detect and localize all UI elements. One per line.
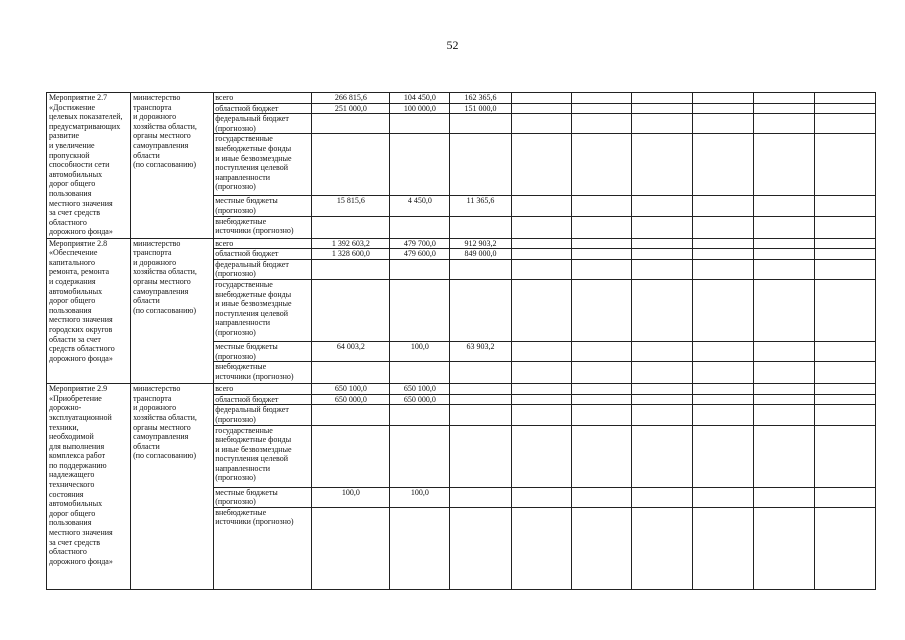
amount-total bbox=[312, 362, 390, 384]
amount-year-2 bbox=[450, 134, 511, 196]
empty-cell bbox=[571, 362, 631, 384]
empty-cell bbox=[631, 341, 692, 361]
empty-cell bbox=[753, 114, 814, 134]
empty-cell bbox=[631, 249, 692, 260]
empty-cell bbox=[814, 216, 875, 238]
amount-year-2: 912 903,2 bbox=[450, 238, 511, 249]
empty-cell bbox=[511, 394, 571, 405]
empty-cell bbox=[631, 134, 692, 196]
empty-cell bbox=[692, 216, 753, 238]
empty-cell bbox=[814, 114, 875, 134]
measure-title: Мероприятие 2.8 «Обеспечение капитального ремонта, ремонта и содержания автомобильных дорог общего пользования местного значения городских округов области за счет средств областного дорожного фонда» bbox=[47, 238, 131, 384]
funding-source: областной бюджет bbox=[214, 103, 312, 114]
amount-year-1 bbox=[390, 259, 450, 279]
empty-cell bbox=[692, 249, 753, 260]
empty-cell bbox=[692, 425, 753, 487]
amount-year-2 bbox=[450, 259, 511, 279]
amount-year-1: 479 600,0 bbox=[390, 249, 450, 260]
empty-cell bbox=[631, 279, 692, 341]
funding-source: местные бюджеты (прогнозно) bbox=[214, 341, 312, 361]
amount-year-2 bbox=[450, 216, 511, 238]
measure-title: Мероприятие 2.7 «Достижение целевых показателей, предусматривающих развитие и увеличение пропускной способности сети автомобильных дорог общего пользования местного значения за счет средств областного дорожного фонда» bbox=[47, 93, 131, 239]
amount-total bbox=[312, 405, 390, 425]
empty-cell bbox=[692, 507, 753, 589]
empty-cell bbox=[753, 394, 814, 405]
empty-cell bbox=[571, 279, 631, 341]
empty-cell bbox=[692, 238, 753, 249]
funding-source: всего bbox=[214, 238, 312, 249]
empty-cell bbox=[571, 259, 631, 279]
empty-cell bbox=[511, 487, 571, 507]
empty-cell bbox=[571, 405, 631, 425]
table-row bbox=[47, 238, 876, 249]
empty-cell bbox=[511, 259, 571, 279]
empty-cell bbox=[631, 114, 692, 134]
empty-cell bbox=[814, 507, 875, 589]
amount-year-1: 4 450,0 bbox=[390, 196, 450, 216]
empty-cell bbox=[571, 487, 631, 507]
empty-cell bbox=[571, 507, 631, 589]
empty-cell bbox=[571, 238, 631, 249]
funding-source: всего bbox=[214, 93, 312, 104]
empty-cell bbox=[692, 103, 753, 114]
amount-year-2 bbox=[450, 279, 511, 341]
empty-cell bbox=[692, 279, 753, 341]
empty-cell bbox=[814, 249, 875, 260]
empty-cell bbox=[571, 394, 631, 405]
amount-year-2 bbox=[450, 394, 511, 405]
empty-cell bbox=[753, 103, 814, 114]
empty-cell bbox=[814, 405, 875, 425]
amount-total: 266 815,6 bbox=[312, 93, 390, 104]
measure-executor: министерство транспорта и дорожного хозяйства области, органы местного самоуправления области (по согласованию) bbox=[131, 238, 214, 384]
amount-year-1 bbox=[390, 114, 450, 134]
empty-cell bbox=[511, 425, 571, 487]
empty-cell bbox=[571, 103, 631, 114]
empty-cell bbox=[631, 216, 692, 238]
funding-source: государственные внебюджетные фонды и иные безвозмездные поступления целевой направленности (прогнозно) bbox=[214, 279, 312, 341]
empty-cell bbox=[571, 93, 631, 104]
amount-total bbox=[312, 134, 390, 196]
empty-cell bbox=[571, 384, 631, 395]
amount-total bbox=[312, 279, 390, 341]
empty-cell bbox=[753, 196, 814, 216]
empty-cell bbox=[753, 507, 814, 589]
amount-total: 1 328 600,0 bbox=[312, 249, 390, 260]
empty-cell bbox=[814, 238, 875, 249]
empty-cell bbox=[571, 216, 631, 238]
empty-cell bbox=[814, 341, 875, 361]
empty-cell bbox=[631, 259, 692, 279]
amount-year-2: 63 903,2 bbox=[450, 341, 511, 361]
amount-year-1: 100,0 bbox=[390, 341, 450, 361]
empty-cell bbox=[631, 405, 692, 425]
empty-cell bbox=[753, 249, 814, 260]
empty-cell bbox=[511, 384, 571, 395]
amount-year-1 bbox=[390, 362, 450, 384]
empty-cell bbox=[692, 114, 753, 134]
amount-year-1: 100 000,0 bbox=[390, 103, 450, 114]
amount-year-2 bbox=[450, 425, 511, 487]
empty-cell bbox=[692, 384, 753, 395]
empty-cell bbox=[511, 507, 571, 589]
amount-total bbox=[312, 259, 390, 279]
funding-source: областной бюджет bbox=[214, 394, 312, 405]
empty-cell bbox=[571, 249, 631, 260]
empty-cell bbox=[631, 103, 692, 114]
empty-cell bbox=[814, 103, 875, 114]
empty-cell bbox=[753, 425, 814, 487]
amount-year-2 bbox=[450, 487, 511, 507]
funding-source: местные бюджеты (прогнозно) bbox=[214, 487, 312, 507]
empty-cell bbox=[631, 196, 692, 216]
empty-cell bbox=[753, 362, 814, 384]
empty-cell bbox=[571, 196, 631, 216]
amount-year-2 bbox=[450, 362, 511, 384]
funding-source: всего bbox=[214, 384, 312, 395]
empty-cell bbox=[814, 259, 875, 279]
amount-year-1: 479 700,0 bbox=[390, 238, 450, 249]
measure-executor: министерство транспорта и дорожного хозяйства области, органы местного самоуправления области (по согласованию) bbox=[131, 384, 214, 590]
empty-cell bbox=[692, 341, 753, 361]
funding-source: федеральный бюджет (прогнозно) bbox=[214, 405, 312, 425]
amount-total bbox=[312, 507, 390, 589]
budget-table bbox=[46, 92, 876, 590]
amount-year-2 bbox=[450, 114, 511, 134]
amount-year-1 bbox=[390, 134, 450, 196]
empty-cell bbox=[814, 384, 875, 395]
empty-cell bbox=[753, 259, 814, 279]
empty-cell bbox=[753, 238, 814, 249]
empty-cell bbox=[571, 425, 631, 487]
table-row bbox=[47, 384, 876, 395]
empty-cell bbox=[571, 114, 631, 134]
empty-cell bbox=[571, 341, 631, 361]
empty-cell bbox=[753, 93, 814, 104]
empty-cell bbox=[692, 196, 753, 216]
empty-cell bbox=[753, 487, 814, 507]
empty-cell bbox=[753, 134, 814, 196]
amount-year-1: 650 000,0 bbox=[390, 394, 450, 405]
empty-cell bbox=[692, 93, 753, 104]
budget-table-body bbox=[47, 93, 876, 590]
amount-total bbox=[312, 216, 390, 238]
empty-cell bbox=[753, 384, 814, 395]
empty-cell bbox=[814, 93, 875, 104]
amount-year-1: 104 450,0 bbox=[390, 93, 450, 104]
funding-source: внебюджетные источники (прогнозно) bbox=[214, 507, 312, 589]
empty-cell bbox=[753, 405, 814, 425]
amount-total: 64 003,2 bbox=[312, 341, 390, 361]
empty-cell bbox=[753, 341, 814, 361]
empty-cell bbox=[631, 425, 692, 487]
empty-cell bbox=[814, 394, 875, 405]
empty-cell bbox=[814, 279, 875, 341]
empty-cell bbox=[511, 279, 571, 341]
funding-source: государственные внебюджетные фонды и иные безвозмездные поступления целевой направленности (прогнозно) bbox=[214, 134, 312, 196]
empty-cell bbox=[814, 362, 875, 384]
amount-total: 100,0 bbox=[312, 487, 390, 507]
amount-total: 1 392 603,2 bbox=[312, 238, 390, 249]
empty-cell bbox=[571, 134, 631, 196]
amount-year-1 bbox=[390, 507, 450, 589]
funding-source: федеральный бюджет (прогнозно) bbox=[214, 114, 312, 134]
measure-title: Мероприятие 2.9 «Приобретение дорожно- эксплуатационной техники, необходимой для выполнения комплекса работ по поддержанию надлежащего технического состояния автомобильных дорог общего пользования местного значения за счет средств областного дорожного фонда» bbox=[47, 384, 131, 590]
amount-year-2: 849 000,0 bbox=[450, 249, 511, 260]
amount-total bbox=[312, 425, 390, 487]
amount-year-2 bbox=[450, 405, 511, 425]
amount-total bbox=[312, 114, 390, 134]
page-number: 52 bbox=[446, 38, 459, 52]
funding-source: государственные внебюджетные фонды и иные безвозмездные поступления целевой направленности (прогнозно) bbox=[214, 425, 312, 487]
table-row bbox=[47, 93, 876, 104]
empty-cell bbox=[692, 487, 753, 507]
empty-cell bbox=[511, 103, 571, 114]
empty-cell bbox=[511, 249, 571, 260]
empty-cell bbox=[814, 196, 875, 216]
empty-cell bbox=[814, 487, 875, 507]
funding-source: внебюджетные источники (прогнозно) bbox=[214, 362, 312, 384]
empty-cell bbox=[631, 394, 692, 405]
amount-year-2: 151 000,0 bbox=[450, 103, 511, 114]
empty-cell bbox=[692, 134, 753, 196]
funding-source: местные бюджеты (прогнозно) bbox=[214, 196, 312, 216]
amount-year-1 bbox=[390, 216, 450, 238]
empty-cell bbox=[631, 238, 692, 249]
empty-cell bbox=[692, 259, 753, 279]
empty-cell bbox=[511, 196, 571, 216]
empty-cell bbox=[511, 134, 571, 196]
empty-cell bbox=[692, 362, 753, 384]
empty-cell bbox=[631, 93, 692, 104]
empty-cell bbox=[511, 114, 571, 134]
amount-year-1 bbox=[390, 279, 450, 341]
empty-cell bbox=[814, 134, 875, 196]
empty-cell bbox=[631, 362, 692, 384]
empty-cell bbox=[511, 405, 571, 425]
empty-cell bbox=[631, 384, 692, 395]
measure-executor: министерство транспорта и дорожного хозяйства области, органы местного самоуправления области (по согласованию) bbox=[131, 93, 214, 239]
amount-total: 251 000,0 bbox=[312, 103, 390, 114]
amount-year-2 bbox=[450, 507, 511, 589]
amount-year-1 bbox=[390, 425, 450, 487]
empty-cell bbox=[511, 362, 571, 384]
empty-cell bbox=[692, 405, 753, 425]
funding-source: областной бюджет bbox=[214, 249, 312, 260]
empty-cell bbox=[692, 394, 753, 405]
amount-year-2: 162 365,6 bbox=[450, 93, 511, 104]
empty-cell bbox=[511, 216, 571, 238]
empty-cell bbox=[511, 93, 571, 104]
empty-cell bbox=[814, 425, 875, 487]
empty-cell bbox=[631, 487, 692, 507]
amount-total: 15 815,6 bbox=[312, 196, 390, 216]
amount-year-2: 11 365,6 bbox=[450, 196, 511, 216]
empty-cell bbox=[511, 341, 571, 361]
amount-total: 650 000,0 bbox=[312, 394, 390, 405]
amount-year-1: 100,0 bbox=[390, 487, 450, 507]
amount-year-1: 650 100,0 bbox=[390, 384, 450, 395]
empty-cell bbox=[753, 279, 814, 341]
amount-total: 650 100,0 bbox=[312, 384, 390, 395]
amount-year-2 bbox=[450, 384, 511, 395]
empty-cell bbox=[753, 216, 814, 238]
empty-cell bbox=[631, 507, 692, 589]
funding-source: федеральный бюджет (прогнозно) bbox=[214, 259, 312, 279]
funding-source: внебюджетные источники (прогнозно) bbox=[214, 216, 312, 238]
amount-year-1 bbox=[390, 405, 450, 425]
empty-cell bbox=[511, 238, 571, 249]
